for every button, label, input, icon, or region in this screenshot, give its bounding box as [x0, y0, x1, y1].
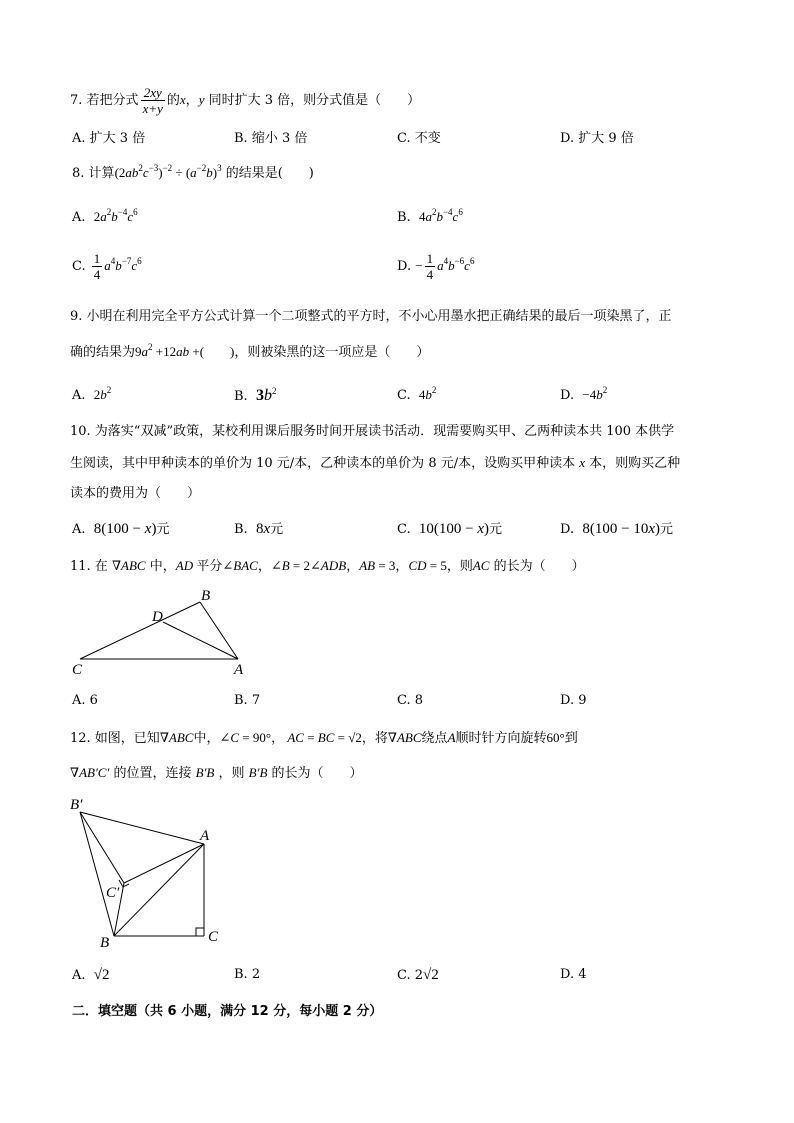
q9-option-a[interactable]: A. $2b^2$: [72, 385, 112, 403]
q11-option-b[interactable]: B. 7: [234, 693, 261, 708]
q8-option-b[interactable]: B. $4a^2b^{-4}c^6$: [397, 207, 463, 225]
segment-b-a: [114, 844, 204, 936]
q10-option-b[interactable]: B. 8x元: [234, 521, 284, 537]
q10-line1: 10. 为落实“双减”政策，某校利用课后服务时间开展读书活动．现需要购买甲、乙两种读本共 100 本供学: [70, 424, 675, 439]
label-a: A: [234, 662, 244, 677]
segment-ba: [200, 602, 238, 659]
segment-bp-b: [80, 812, 114, 936]
label-b: B: [100, 935, 110, 950]
label-c-prime: C′: [106, 885, 120, 901]
segment-bp-a: [80, 812, 204, 844]
q7-option-c[interactable]: C. 不变: [397, 131, 441, 146]
segment-cp-a: [124, 844, 204, 883]
q9-line2: 确的结果为$9a^2 +12ab$ +( )，则被染黑的这一项应是（ ）: [70, 342, 430, 360]
q11-option-c[interactable]: C. 8: [397, 693, 424, 708]
label-d: D: [152, 609, 163, 625]
q9-expression: $9a^2 +12ab$ +( ): [135, 342, 235, 359]
segment-bp-cp: [80, 812, 124, 883]
q9-option-c[interactable]: C. $4b^2$: [397, 385, 437, 403]
q7-option-b[interactable]: B. 缩小 3 倍: [234, 131, 308, 146]
q12-option-b[interactable]: B. 2: [234, 967, 261, 982]
q9-option-d[interactable]: D. $-4b^2$: [560, 385, 608, 403]
q7-stem: 7. 若把分式 $\frac{2xy}{x+y}$ 的x，y 同时扩大 3 倍，则分式值是（ ）: [70, 85, 421, 116]
q8-option-a[interactable]: A. $2a^2b^{-4}c^6$: [72, 207, 138, 225]
q12-option-c[interactable]: C. 2√2: [397, 967, 439, 983]
q12-rotation-figure: [62, 795, 232, 950]
q10-option-c[interactable]: C. 10(100 − x)元: [397, 521, 503, 537]
q8-stem: 8. 计算$(2ab^2c^{-3})^{-2} \div (a^{-2}b)^3$ 的结果是( ): [72, 163, 314, 181]
label-c: C: [72, 662, 83, 677]
q7-option-d[interactable]: D. 扩大 9 倍: [560, 131, 634, 146]
label-b: B: [201, 588, 211, 604]
q9-option-b[interactable]: B. $3b^2$: [234, 386, 277, 404]
q11-conditions: AD 平分∠BAC，∠B = 2∠ADB，AB = 3，CD = 5: [175, 558, 447, 573]
right-angle-mark-c: [196, 928, 204, 936]
q10-line3: 读本的费用为（ ）: [70, 486, 201, 501]
q8-option-c[interactable]: C. $\frac{1}{4}$ $a^4b^{-7}c^6$: [72, 251, 142, 282]
segment-cb: [80, 602, 200, 659]
q12-conditions: ∠C = 90°， AC = BC = √2: [219, 730, 362, 745]
segment-da: [163, 622, 238, 659]
q11-option-d[interactable]: D. 9: [560, 693, 587, 708]
q11-option-a[interactable]: A. 6: [72, 693, 98, 708]
q10-line2: 生阅读，其中甲种读本的单价为 10 元/本，乙种读本的单价为 8 元/本，设购买甲种读本 x 本，则购买乙种: [70, 455, 681, 471]
q8-option-d[interactable]: D. − $\frac{1}{4}$ $a^4b^{-6}c^6$: [397, 251, 475, 282]
q10-option-a[interactable]: A. 8(100 − x)元: [72, 521, 170, 537]
q9-line1: 9. 小明在利用完全平方公式计算一个二项整式的平方时，不小心用墨水把正确结果的最后一项染黑了，正: [70, 309, 672, 324]
q12-line1: 12. 如图，已知∇ABC中，∠C = 90°， AC = BC = √2，将∇ABC绕点A顺时针方向旋转60°到: [70, 730, 578, 746]
q11-stem: 11. 在 ∇ABC 中，AD 平分∠BAC，∠B = 2∠ADB，AB = 3，CD = 5，则AC 的长为（ ）: [70, 558, 585, 574]
label-c: C: [208, 929, 219, 945]
label-b-prime: B′: [70, 797, 83, 813]
q8-expression: $(2ab^2c^{-3})^{-2} \div (a^{-2}b)^3$: [114, 163, 222, 180]
q12-option-d[interactable]: D. 4: [560, 967, 587, 982]
q11-triangle-figure: [60, 585, 260, 677]
q12-option-a[interactable]: A. √2: [72, 967, 110, 983]
section-2-heading: 二．填空题（共 6 小题，满分 12 分，每小题 2 分）: [72, 1004, 383, 1019]
q10-option-d[interactable]: D. 8(100 − 10x)元: [560, 521, 674, 537]
label-a: A: [200, 828, 210, 844]
q7-fraction: $\frac{2xy}{x+y}$: [142, 85, 163, 116]
q7-option-a[interactable]: A. 扩大 3 倍: [72, 131, 146, 146]
q12-line2: ∇AB′C′ 的位置，连接 B′B ，则 B′B 的长为（ ）: [70, 765, 363, 781]
